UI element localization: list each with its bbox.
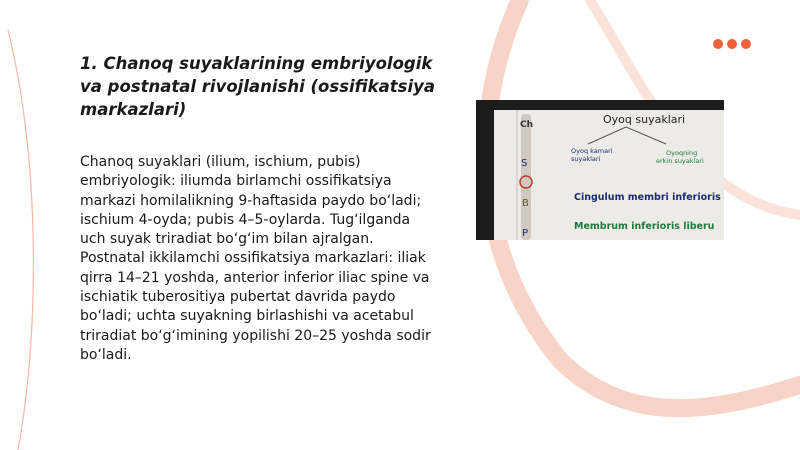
side-letter: B bbox=[522, 198, 529, 209]
side-letter: S bbox=[521, 158, 528, 169]
decorative-dots bbox=[713, 39, 751, 49]
slide-title: 1. Chanoq suyaklarining embriyologik va postnatal rivojlanishi (ossifikatsiya markazlari) bbox=[80, 54, 436, 119]
slide-body-text: Chanoq suyaklari (ilium, ischium, pubis) embriyologik: iliumda birlamchi ossifikatsiya markazi homilalikning 9-haftasida paydo bo‘ladi; ischium 4-oyda; pubis 4–5-oylarda. Tug‘ilganda uch suyak triradiat bo‘g‘im bilan ajralgan. Postnatal ikkilamchi ossifikatsiya markazlari: iliak qirra 14–21 yoshda, anterior inferior iliac spine va ischiatik tuberositiya pubertat davrida paydo bo‘ladi; uchta suyakning birlashishi va acetabul triradiat bo‘g‘imining yopilishi 20–25 yoshda sodir bo‘ladi. bbox=[80, 154, 431, 363]
side-letter: Ch bbox=[520, 120, 534, 130]
tree-root-label: Oyoq suyaklari bbox=[603, 113, 686, 126]
figure-image bbox=[476, 100, 724, 240]
latin-term-girdle: Cingulum membri inferioris bbox=[574, 192, 721, 203]
tree-branch-left: Oyoq kamari suyaklari bbox=[571, 147, 613, 163]
latin-term-free-limb: Membrum inferioris liberu bbox=[574, 221, 715, 232]
tree-branch-right: Oyoqning erkin suyaklari bbox=[656, 149, 704, 165]
dot-icon bbox=[727, 39, 737, 49]
side-letter: P bbox=[522, 228, 529, 239]
bone-classification-figure bbox=[476, 100, 724, 240]
dot-icon bbox=[741, 39, 751, 49]
dot-icon bbox=[713, 39, 723, 49]
